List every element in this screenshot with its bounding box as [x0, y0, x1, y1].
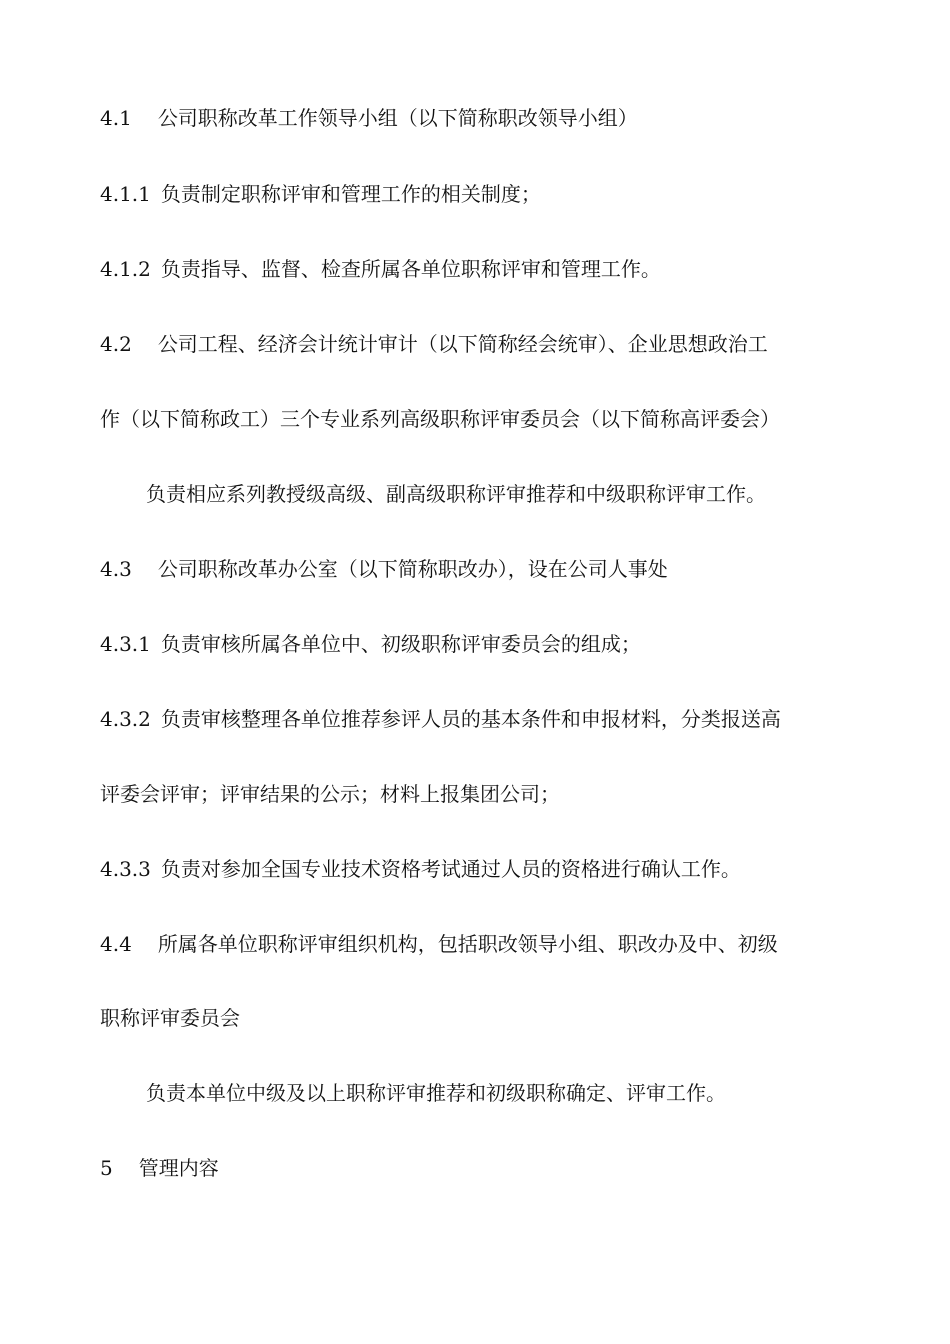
section-number: 4.1.2 — [100, 257, 151, 281]
section-text: 负责指导、监督、检查所属各单位职称评审和管理工作。 — [160, 257, 661, 281]
heading-4-3 — [100, 549, 870, 589]
item-4-1-2 — [100, 249, 870, 289]
item-4-1-1 — [100, 174, 870, 214]
section-text: 所属各单位职称评审组织机构，包括职改领导小组、职改办及中、初级 — [157, 932, 778, 956]
continuation-text: 作（以下简称政工）三个专业系列高级职称评审委员会（以下简称高评委会） — [100, 407, 780, 431]
section-text: 负责制定职称评审和管理工作的相关制度； — [160, 182, 541, 206]
section-text: 负责对参加全国专业技术资格考试通过人员的资格进行确认工作。 — [160, 857, 741, 881]
heading-4-2 — [100, 324, 870, 364]
section-text: 公司职称改革办公室（以下简称职改办），设在公司人事处 — [157, 557, 668, 581]
item-4-3-2 — [100, 699, 870, 739]
continuation-text: 评委会评审；评审结果的公示；材料上报集团公司； — [100, 782, 560, 806]
section-number: 5 — [100, 1156, 113, 1180]
section-number: 4.3.2 — [100, 707, 151, 731]
section-number: 4.3.3 — [100, 857, 151, 881]
item-4-3-1 — [100, 624, 870, 664]
paragraph-4-2-duty — [146, 474, 916, 514]
item-4-3-3 — [100, 849, 870, 889]
heading-4-4 — [100, 924, 870, 964]
item-4-3-2-continued — [100, 774, 870, 814]
heading-5 — [100, 1148, 870, 1188]
section-text: 管理内容 — [138, 1156, 219, 1180]
paragraph-4-4-duty — [146, 1073, 916, 1113]
section-text: 公司工程、经济会计统计审计（以下简称经会统审）、企业思想政治工 — [157, 332, 768, 356]
paragraph-text: 负责相应系列教授级高级、副高级职称评审推荐和中级职称评审工作。 — [146, 482, 766, 506]
continuation-text: 职称评审委员会 — [100, 1006, 240, 1030]
section-number: 4.3 — [100, 557, 132, 581]
section-number: 4.4 — [100, 932, 132, 956]
section-text: 公司职称改革工作领导小组（以下简称职改领导小组） — [157, 106, 638, 130]
heading-4-4-continued — [100, 998, 870, 1038]
section-text: 负责审核所属各单位中、初级职称评审委员会的组成； — [160, 632, 641, 656]
heading-4-2-continued — [100, 399, 870, 439]
section-number: 4.3.1 — [100, 632, 151, 656]
paragraph-text: 负责本单位中级及以上职称评审推荐和初级职称确定、评审工作。 — [146, 1081, 726, 1105]
section-number: 4.1.1 — [100, 182, 151, 206]
section-number: 4.2 — [100, 332, 132, 356]
heading-4-1 — [100, 98, 870, 138]
section-number: 4.1 — [100, 106, 132, 130]
section-text: 负责审核整理各单位推荐参评人员的基本条件和申报材料，分类报送高 — [160, 707, 781, 731]
